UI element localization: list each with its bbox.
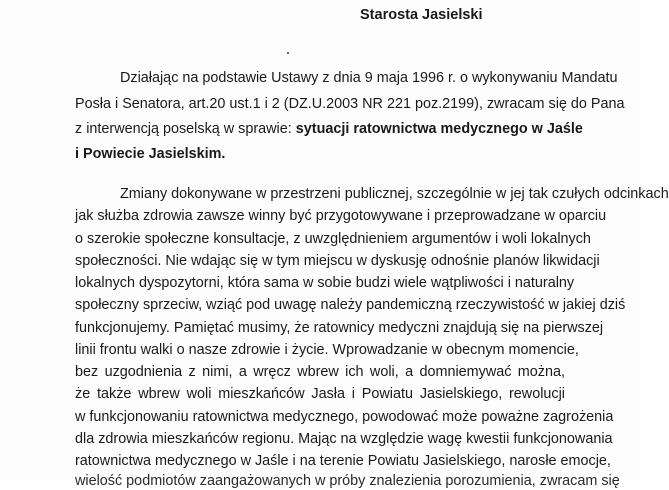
- partial-bottom-line-text: wielość podmiotów zaangażowanych w próby znalezienia porozumienia, zwracam się: [75, 473, 620, 489]
- paragraph2-line1: Zmiany dokonywane w przestrzeni publicznej, szczególnie w jej tak czułych odcinkach: [120, 186, 669, 202]
- paragraph2-line2: jak służba zdrowia zawsze winny być przygotowywane i przeprowadzane w oparciu: [75, 208, 607, 224]
- paragraph2-line9: bez uzgodnienia z nimi, a wręcz wbrew ich woli, a domniemywać można,: [75, 364, 565, 380]
- paragraph1-line4: i Powiecie Jasielskim.: [75, 146, 226, 162]
- paragraph1-line2: Posła i Senatora, art.20 ust.1 i 2 (DZ.U.2003 NR 221 poz.2199), zwracam się do Pana: [75, 96, 625, 112]
- paragraph1-line1: Działając na podstawie Ustawy z dnia 9 maja 1996 r. o wykonywaniu Mandatu: [120, 70, 618, 86]
- paragraph2-line4: społeczności. Nie wdając się w tym miejscu w dyskusję odnośnie planów likwidacji: [75, 253, 600, 269]
- paragraph2-line13: ratownictwa medycznego w Jaśle i na terenie Powiatu Jasielskiego, narosłe emocje,: [75, 453, 611, 469]
- paragraph2-line8: linii frontu walki o nasze zdrowie i życie. Wprowadzanie w obecnym momencie,: [75, 342, 579, 358]
- scan-speck: [287, 52, 289, 54]
- paragraph2-line6: społeczny sprzeciw, wziąć pod uwagę należy pandemiczną rzeczywistość w jakiej dziś: [75, 297, 626, 313]
- paragraph1-line3: [75, 120, 583, 138]
- recipient-heading: Starosta Jasielski: [360, 7, 483, 23]
- paragraph2-line10: że także wbrew woli mieszkańców Jasła i Powiatu Jasielskiego, rewolucji: [75, 386, 565, 402]
- paragraph1-line3-text: z interwencją poselską w sprawie:: [75, 121, 296, 137]
- paragraph2-line12: dla zdrowia mieszkańców regionu. Mając na względzie wagę kwestii funkcjonowania: [75, 431, 613, 447]
- paragraph2-line3: o szerokie społeczne konsultacje, z uwzględnieniem argumentów i woli lokalnych: [75, 231, 591, 247]
- paragraph2-line5: lokalnych dyspozytorni, która sama w sobie budzi wiele wątpliwości i naturalny: [75, 275, 575, 291]
- paragraph1-subject-bold: sytuacji ratownictwa medycznego w Jaśle: [295, 121, 583, 137]
- partial-bottom-line: [75, 470, 620, 489]
- paragraph2-line7: funkcjonujemy. Pamiętać musimy, że ratownicy medyczni znajdują się na pierwszej: [75, 320, 604, 336]
- paragraph2-line11: w funkcjonowaniu ratownictwa medycznego, powodować może poważne zagrożenia: [75, 409, 614, 425]
